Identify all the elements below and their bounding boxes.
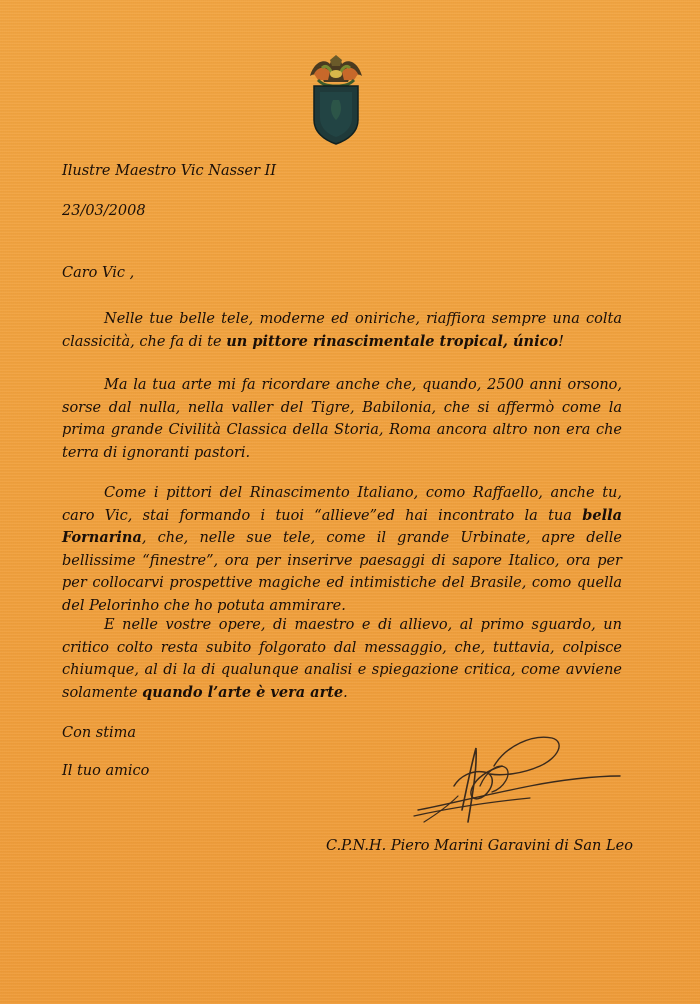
paragraph-1 (62, 308, 622, 353)
paragraph-4-text: E nelle vostre opere, di maestro e di allievo, al primo sguardo, un critico colto resta subito folgorato dal messaggio, che, tuttavia, colpisce chiumque, al di la di qualunque analisi e spiegazione critica, come avviene solamente (62, 617, 622, 701)
paragraph-1-text: Nelle tue belle tele, moderne ed oniriche, riaffiora sempre una colta classicità, che fa di te (62, 311, 622, 350)
closing-friend: Il tuo amico (62, 763, 150, 779)
letter-date: 23/03/2008 (62, 203, 146, 219)
paragraph-1-bold: un pittore rinascimentale tropical, único (226, 332, 559, 350)
sender-name: C.P.N.H. Piero Marini Garavini di San Leo (326, 838, 633, 854)
paragraph-3-end: , che, nelle sue tele, come il grande Urbinate, apre delle bellissime “finestre”, ora per inserirve paesaggi di sapore Italico, ora per per collocarvi prospettive magiche ed intimistiche del Brasile, como quella del Pelorinho che ho potuta ammirare. (62, 530, 622, 614)
paragraph-3 (62, 482, 622, 618)
closing: Con stima (62, 725, 137, 741)
paragraph-4-end: . (343, 684, 348, 701)
paragraph-3-bold: bella Fornarina (62, 506, 622, 547)
paragraph-4-bold: quando l’arte è vera arte (142, 683, 344, 701)
paragraph-2 (62, 374, 622, 464)
recipient-line: Ilustre Maestro Vic Nasser II (62, 163, 277, 179)
paragraph-3-text: Come i pittori del Rinascimento Italiano, como Raffaello, anche tu, caro Vic, stai formando i tuoi “allieve”ed hai incontrato la tua (62, 485, 622, 524)
coat-of-arms-icon (300, 54, 372, 146)
handwritten-signature (410, 726, 625, 838)
paragraph-2-text: Ma la tua arte mi fa ricordare anche che, quando, 2500 anni orsono, sorse dal nulla, nella valler del Tigre, Babilonia, che si affermò come la prima grande Civilità Classica della Storia, Roma ancora altro non era che terra di ignoranti pastori. (62, 377, 622, 461)
paragraph-1-end: ! (558, 333, 564, 350)
paragraph-4 (62, 614, 622, 704)
greeting: Caro Vic , (62, 265, 135, 281)
